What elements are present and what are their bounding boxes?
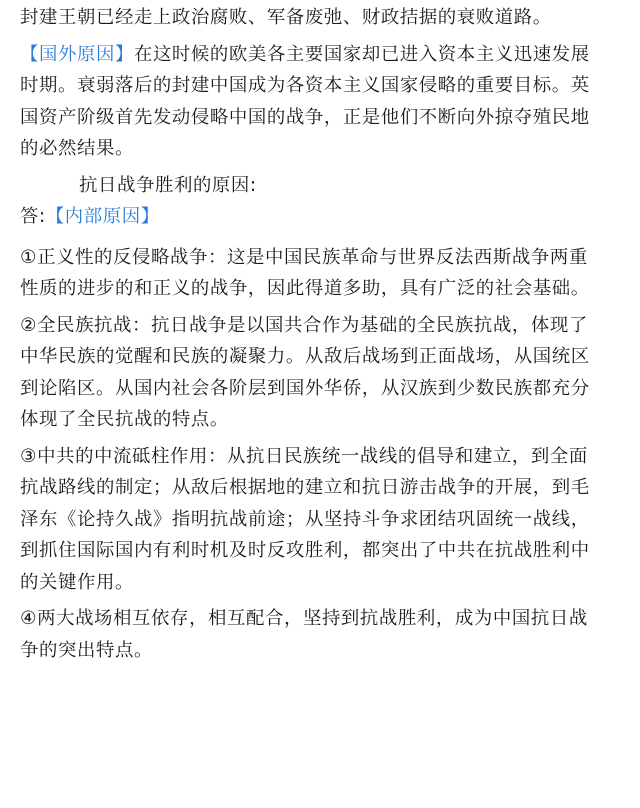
paragraph-line: ③中共的中流砥柱作用：从抗日民族统一战线的倡导和建立，到全面	[20, 445, 588, 467]
paragraph-line: ①正义性的反侵略战争：这是中国民族革命与世界反法西斯战争两重	[20, 246, 588, 268]
paragraph-line: 【国外原因】在这时候的欧美各主要国家却已进入资本主义迅速发展	[20, 43, 590, 65]
paragraph-line: 国资产阶级首先发动侵略中国的战争，正是他们不断向外掠夺殖民地	[20, 106, 590, 128]
paragraph-line: 争的突出特点。	[20, 639, 153, 661]
paragraph-point-2	[0, 310, 640, 436]
paragraph-line: 封建王朝已经走上政治腐败、军备废弛、财政拮据的衰败道路。	[20, 7, 552, 28]
section-label-internal: 【内部原因】	[45, 206, 160, 227]
paragraph-line: ②全民族抗战：抗日战争是以国共合作为基础的全民族抗战，体现了	[20, 314, 588, 336]
paragraph-line: 泽东《论持久战》指明抗战前途；从坚持斗争求团结巩固统一战线，	[20, 508, 590, 530]
section-label-foreign: 【国外原因】	[20, 43, 134, 65]
paragraph-line: 抗战路线的制定；从敌后根据地的建立和抗日游击战争的开展，到毛	[20, 477, 590, 498]
paragraph-line: 的必然结果。	[20, 138, 134, 159]
paragraph-point-1	[0, 242, 640, 305]
paragraph-line: ④两大战场相互依存，相互配合，坚持到抗战胜利，成为中国抗日战	[20, 608, 588, 629]
paragraph-point-4	[0, 603, 640, 666]
paragraph-line: 到论陷区。从国内社会各阶层到国外华侨，从汉族到少数民族都充分	[20, 377, 590, 399]
paragraph-line: 时期。衰弱落后的封建中国成为各资本主义国家侵略的重要目标。英	[20, 75, 590, 96]
paragraph-point-3	[0, 441, 640, 599]
answer-prefix: 答:	[20, 206, 46, 227]
answer-line	[0, 201, 640, 233]
paragraph-foreign-causes	[0, 39, 640, 165]
paragraph-line: 到抓住国际国内有利时机及时反攻胜利，都突出了中共在抗战胜利中	[20, 540, 590, 561]
paragraph-line: 性质的进步的和正义的战争，因此得道多助，具有广泛的社会基础。	[20, 278, 590, 299]
paragraph-line: 中华民族的觉醒和民族的凝聚力。从敌后战场到正面战场，从国统区	[20, 346, 590, 367]
paragraph-line: 体现了全民抗战的特点。	[20, 409, 229, 430]
paragraph-line: 的关键作用。	[20, 571, 134, 593]
section-heading: 抗日战争胜利的原因:	[79, 174, 257, 196]
paragraph-intro	[0, 2, 640, 34]
